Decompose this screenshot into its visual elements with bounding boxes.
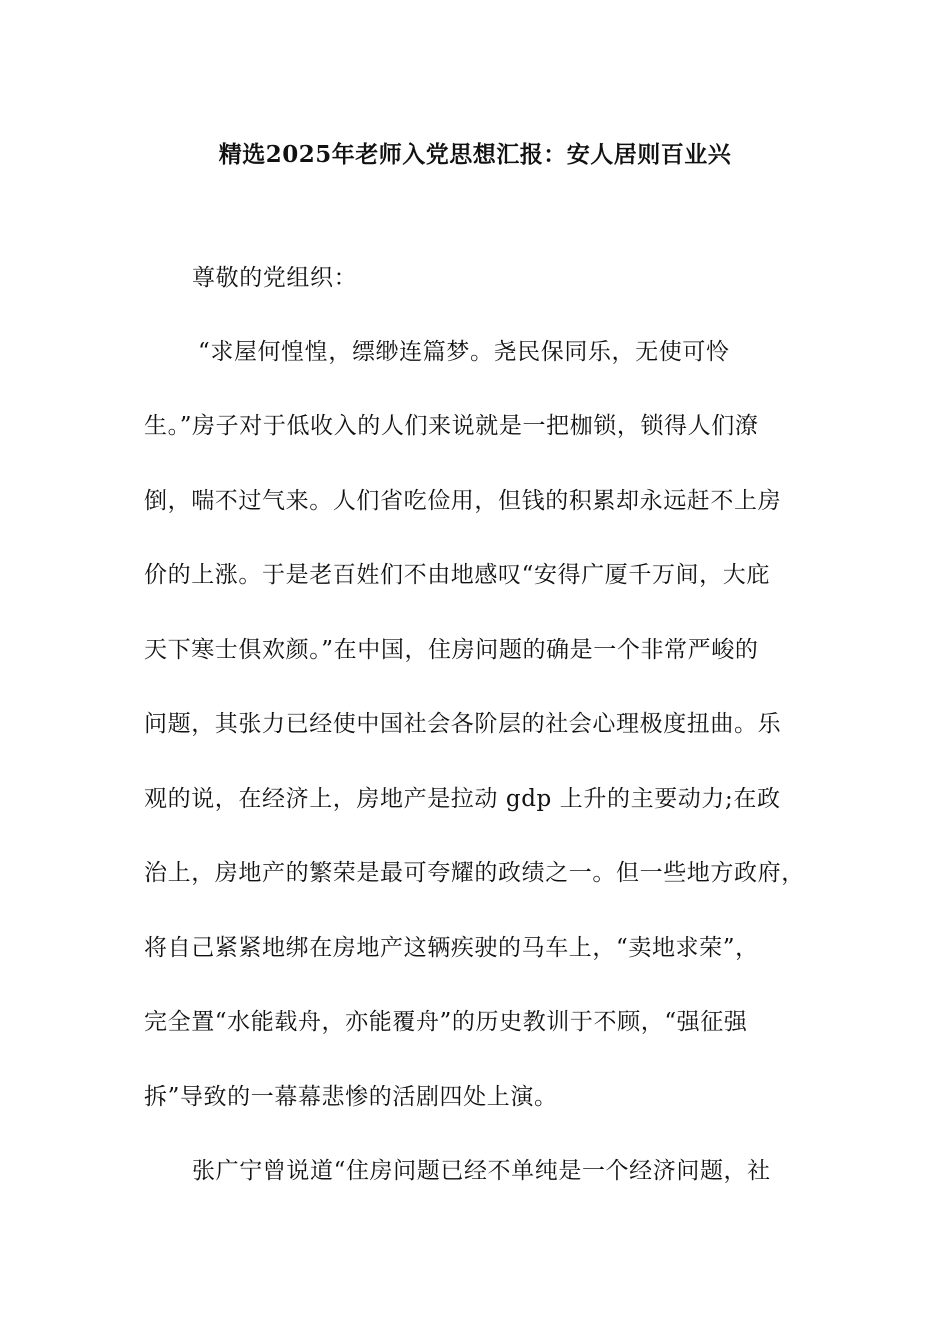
paragraph-line: 治上，房地产的繁荣是最可夸耀的政绩之一。但一些地方政府，	[144, 860, 805, 886]
document-title: 精选2025年老师入党思想汇报：安人居则百业兴	[218, 141, 732, 168]
paragraph-line: 张广宁曾说道“住房问题已经不单纯是一个经济问题，社	[192, 1158, 771, 1184]
paragraph-line: 价的上涨。于是老百姓们不由地感叹“安得广厦千万间，大庇	[144, 562, 770, 588]
paragraph-line: 将自己紧紧地绑在房地产这辆疾驶的马车上，“卖地求荣”，	[144, 935, 759, 961]
paragraph-line: 完全置“水能载舟，亦能覆舟”的历史教训于不顾，“强征强	[144, 1009, 748, 1035]
paragraph-line: “求屋何惶惶，缥缈连篇梦。尧民保同乐，无使可怜	[198, 339, 730, 365]
paragraph-line: 天下寒士俱欢颜。”在中国，住房问题的确是一个非常严峻的	[144, 637, 759, 663]
paragraph-line: 观的说，在经济上，房地产是拉动 gdp 上升的主要动力;在政	[144, 786, 781, 812]
paragraph-line: 拆”导致的一幕幕悲惨的活剧四处上演。	[144, 1084, 558, 1110]
paragraph-line: 生。”房子对于低收入的人们来说就是一把枷锁，锁得人们潦	[144, 413, 759, 439]
paragraph-line: 问题，其张力已经使中国社会各阶层的社会心理极度扭曲。乐	[144, 711, 782, 737]
paragraph-line: 倒，喘不过气来。人们省吃俭用，但钱的积累却永远赶不上房	[144, 488, 782, 514]
salutation: 尊敬的党组织：	[192, 265, 358, 291]
